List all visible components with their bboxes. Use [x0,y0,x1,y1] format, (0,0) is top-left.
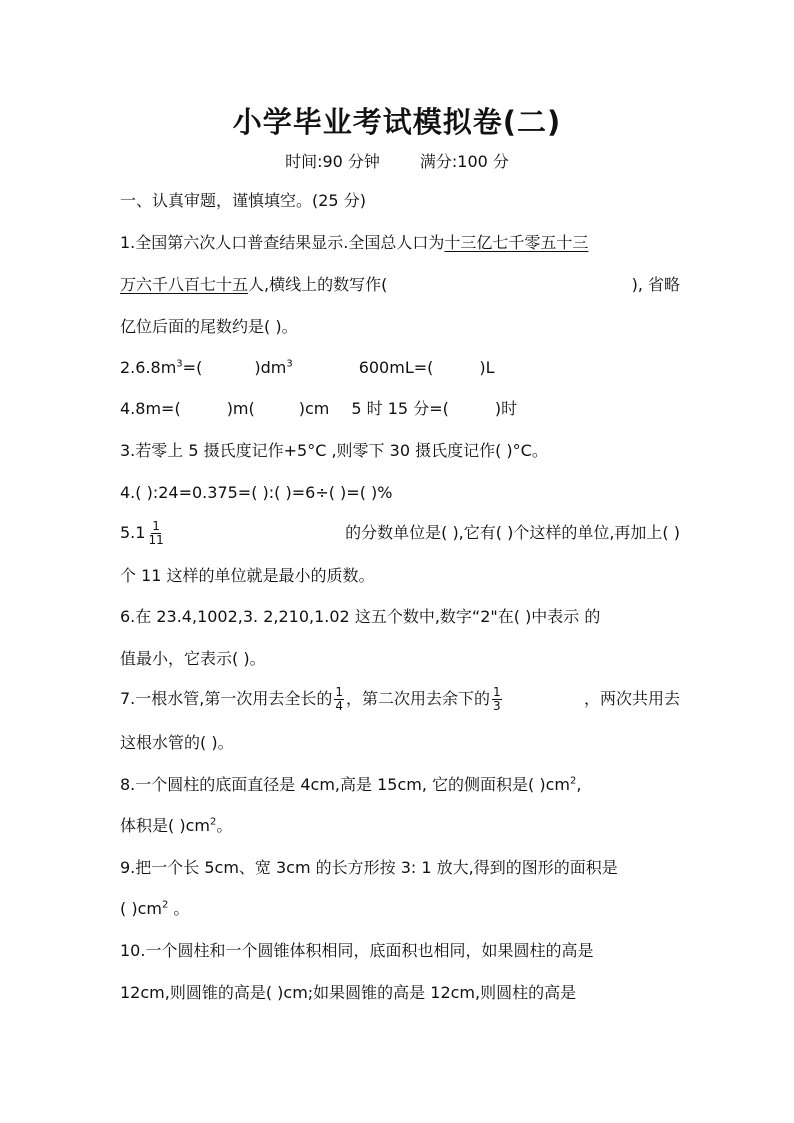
q7-fraction-1-numerator: 1 [335,685,343,699]
q5-b: 的分数单位是( ),它有( )个这样的单位,再加上( ) [345,523,680,542]
q8-b: 体积是( )cm [120,816,210,835]
question-7-line-1 [120,684,680,714]
q9-b: ( )cm [120,899,162,918]
q5-fraction [147,520,164,547]
q7-fraction-2 [492,686,502,713]
q2-a5: )L [479,358,495,377]
q2-a1: 2.6.8m [120,358,177,377]
q1-prefix: 1.全国第六次人口普查结果显示.全国总人口为 [120,233,445,252]
question-5-line-2: 个 11 这样的单位就是最小的质数。 [120,566,375,585]
q8-sup-b: 2 [209,816,217,828]
q7-fraction-2-denominator: 3 [493,699,501,713]
question-2-line-2 [120,398,680,420]
full-score: 满分:100 分 [419,152,509,171]
q7-fraction-1 [334,686,344,713]
question-2-line-1 [120,357,680,379]
q7-fraction-1-denominator: 4 [335,699,343,713]
question-3: 3.若零上 5 摄氏度记作+5°C ,则零下 30 摄氏度记作( )°C。 [120,441,548,460]
question-1-line-1 [120,232,680,254]
q1-mid: 人,横线上的数写作( [248,275,388,294]
question-8-line-2 [120,815,680,837]
q7-b: ，第二次用去余下的 [346,689,491,708]
q8-a2: , [576,775,582,794]
question-9-line-2 [120,898,680,920]
q9-sup: 2 [161,899,169,911]
question-8-line-1 [120,774,680,796]
q2-b2: )m( [226,399,255,418]
q2-sup: 3 [176,358,183,370]
question-10-line-2: 12cm,则圆锥的高是( )cm;如果圆锥的高是 12cm,则圆柱的高是 [120,983,577,1002]
q2-b4: 5 时 15 分=( [351,399,449,418]
q2-a2: =( [182,358,203,377]
section-heading: 一、认真审题，谨慎填空。(25 分) [120,191,366,210]
q5-a: 5.1 [120,523,146,542]
question-1-line-2 [120,274,680,296]
q7-c: ，两次共用去 [583,689,680,708]
question-9-line-1: 9.把一个长 5cm、宽 3cm 的长方形按 3: 1 放大,得到的图形的面积是 [120,858,618,877]
exam-info [0,149,794,172]
question-10-line-1: 10.一个圆柱和一个圆锥体积相同，底面积也相同，如果圆柱的高是 [120,941,594,960]
question-5-line-1 [120,518,680,548]
q5-fraction-denominator: 11 [148,533,164,547]
q1-underlined-number-a: 十三亿七千零五十三 [444,233,589,252]
question-7-line-2: 这根水管的( )。 [120,733,234,752]
q2-a4: 600mL=( [358,358,434,377]
q8-a: 8.一个圆柱的底面直径是 4cm,高是 15cm, 它的侧面积是( )cm [120,775,570,794]
q9-b2: 。 [168,899,190,918]
question-1-line-3: 亿位后面的尾数约是( )。 [120,317,298,336]
q2-b1: 4.8m=( [120,399,181,418]
q2-sup-b: 3 [286,358,293,370]
q2-b5: )时 [494,399,518,418]
q2-b3: )cm [298,399,330,418]
q7-a: 7.一根水管,第一次用去全长的 [120,689,333,708]
q1-underlined-number-b: 万六千八百七十五 [120,275,249,294]
q5-fraction-numerator: 1 [152,519,160,533]
q7-fraction-2-numerator: 1 [493,685,501,699]
q2-a3: )dm [254,358,287,377]
question-6-line-2: 值最小，它表示( )。 [120,649,266,668]
question-6-line-1: 6.在 23.4,1002,3. 2,210,1.02 这五个数中,数字“2"在( )中表示 的 [120,607,601,626]
page-title: 小学毕业考试模拟卷(二) [232,105,562,139]
question-4: 4.( ):24=0.375=( ):( )=6÷( )=( )% [120,483,393,502]
q1-end: ), 省略 [631,275,680,294]
time-limit: 时间:90 分钟 [285,152,380,171]
q8-sup: 2 [569,775,577,787]
q8-b2: 。 [216,816,233,835]
